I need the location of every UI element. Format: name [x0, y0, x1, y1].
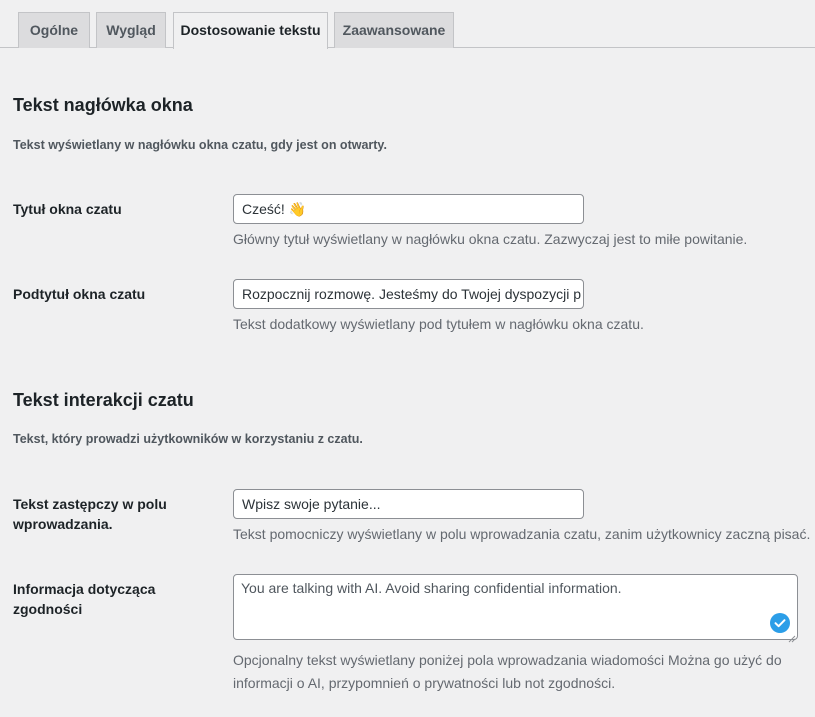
placeholder-label	[13, 494, 203, 534]
compliance-label-line1: Informacja dotycząca	[13, 581, 156, 597]
compliance-label-line2: zgodności	[13, 601, 83, 617]
compliance-textarea-value: You are talking with AI. Avoid sharing confidential information.	[241, 580, 622, 596]
section-description-interaction-text: Tekst, który prowadzi użytkowników w korzystaniu z czatu.	[13, 432, 363, 446]
tab-text-customization[interactable]: Dostosowanie tekstu	[173, 12, 328, 49]
chat-subtitle-help: Tekst dodatkowy wyświetlany pod tytułem w nagłówku okna czatu.	[233, 316, 644, 332]
section-title-interaction-text: Tekst interakcji czatu	[13, 390, 194, 410]
placeholder-input[interactable]: Wpisz swoje pytanie...	[233, 489, 584, 519]
tab-general[interactable]: Ogólne	[18, 12, 90, 48]
section-title-header-text: Tekst nagłówka okna	[13, 95, 193, 115]
chat-subtitle-label: Podtytuł okna czatu	[13, 286, 146, 302]
placeholder-help: Tekst pomocniczy wyświetlany w polu wprowadzania czatu, zanim użytkownicy zaczną pisać.	[233, 526, 811, 542]
compliance-help-line1: Opcjonalny tekst wyświetlany poniżej pola wprowadzania wiadomości Można go użyć do	[233, 652, 782, 668]
tab-appearance[interactable]: Wygląd	[96, 12, 166, 48]
chat-title-help: Główny tytuł wyświetlany w nagłówku okna czatu. Zazwyczaj jest to miłe powitanie.	[233, 231, 748, 247]
check-circle-icon	[770, 613, 790, 633]
compliance-help-line2: informacji o AI, przypomnień o prywatności lub not zgodności.	[233, 675, 616, 691]
chat-title-input[interactable]: Cześć! 👋	[233, 194, 584, 224]
resize-grip-icon[interactable]	[788, 630, 796, 638]
compliance-label	[13, 579, 203, 619]
chat-title-label: Tytuł okna czatu	[13, 201, 122, 217]
settings-tabs	[0, 0, 815, 48]
section-description-header-text: Tekst wyświetlany w nagłówku okna czatu, gdy jest on otwarty.	[13, 138, 387, 152]
compliance-textarea[interactable]	[233, 574, 798, 640]
compliance-help	[233, 649, 782, 695]
chat-subtitle-input[interactable]: Rozpocznij rozmowę. Jesteśmy do Twojej dyspozycji p	[233, 279, 584, 309]
placeholder-label-line2: wprowadzania.	[13, 516, 113, 532]
placeholder-label-line1: Tekst zastępczy w polu	[13, 496, 167, 512]
tab-advanced[interactable]: Zaawansowane	[334, 12, 454, 48]
